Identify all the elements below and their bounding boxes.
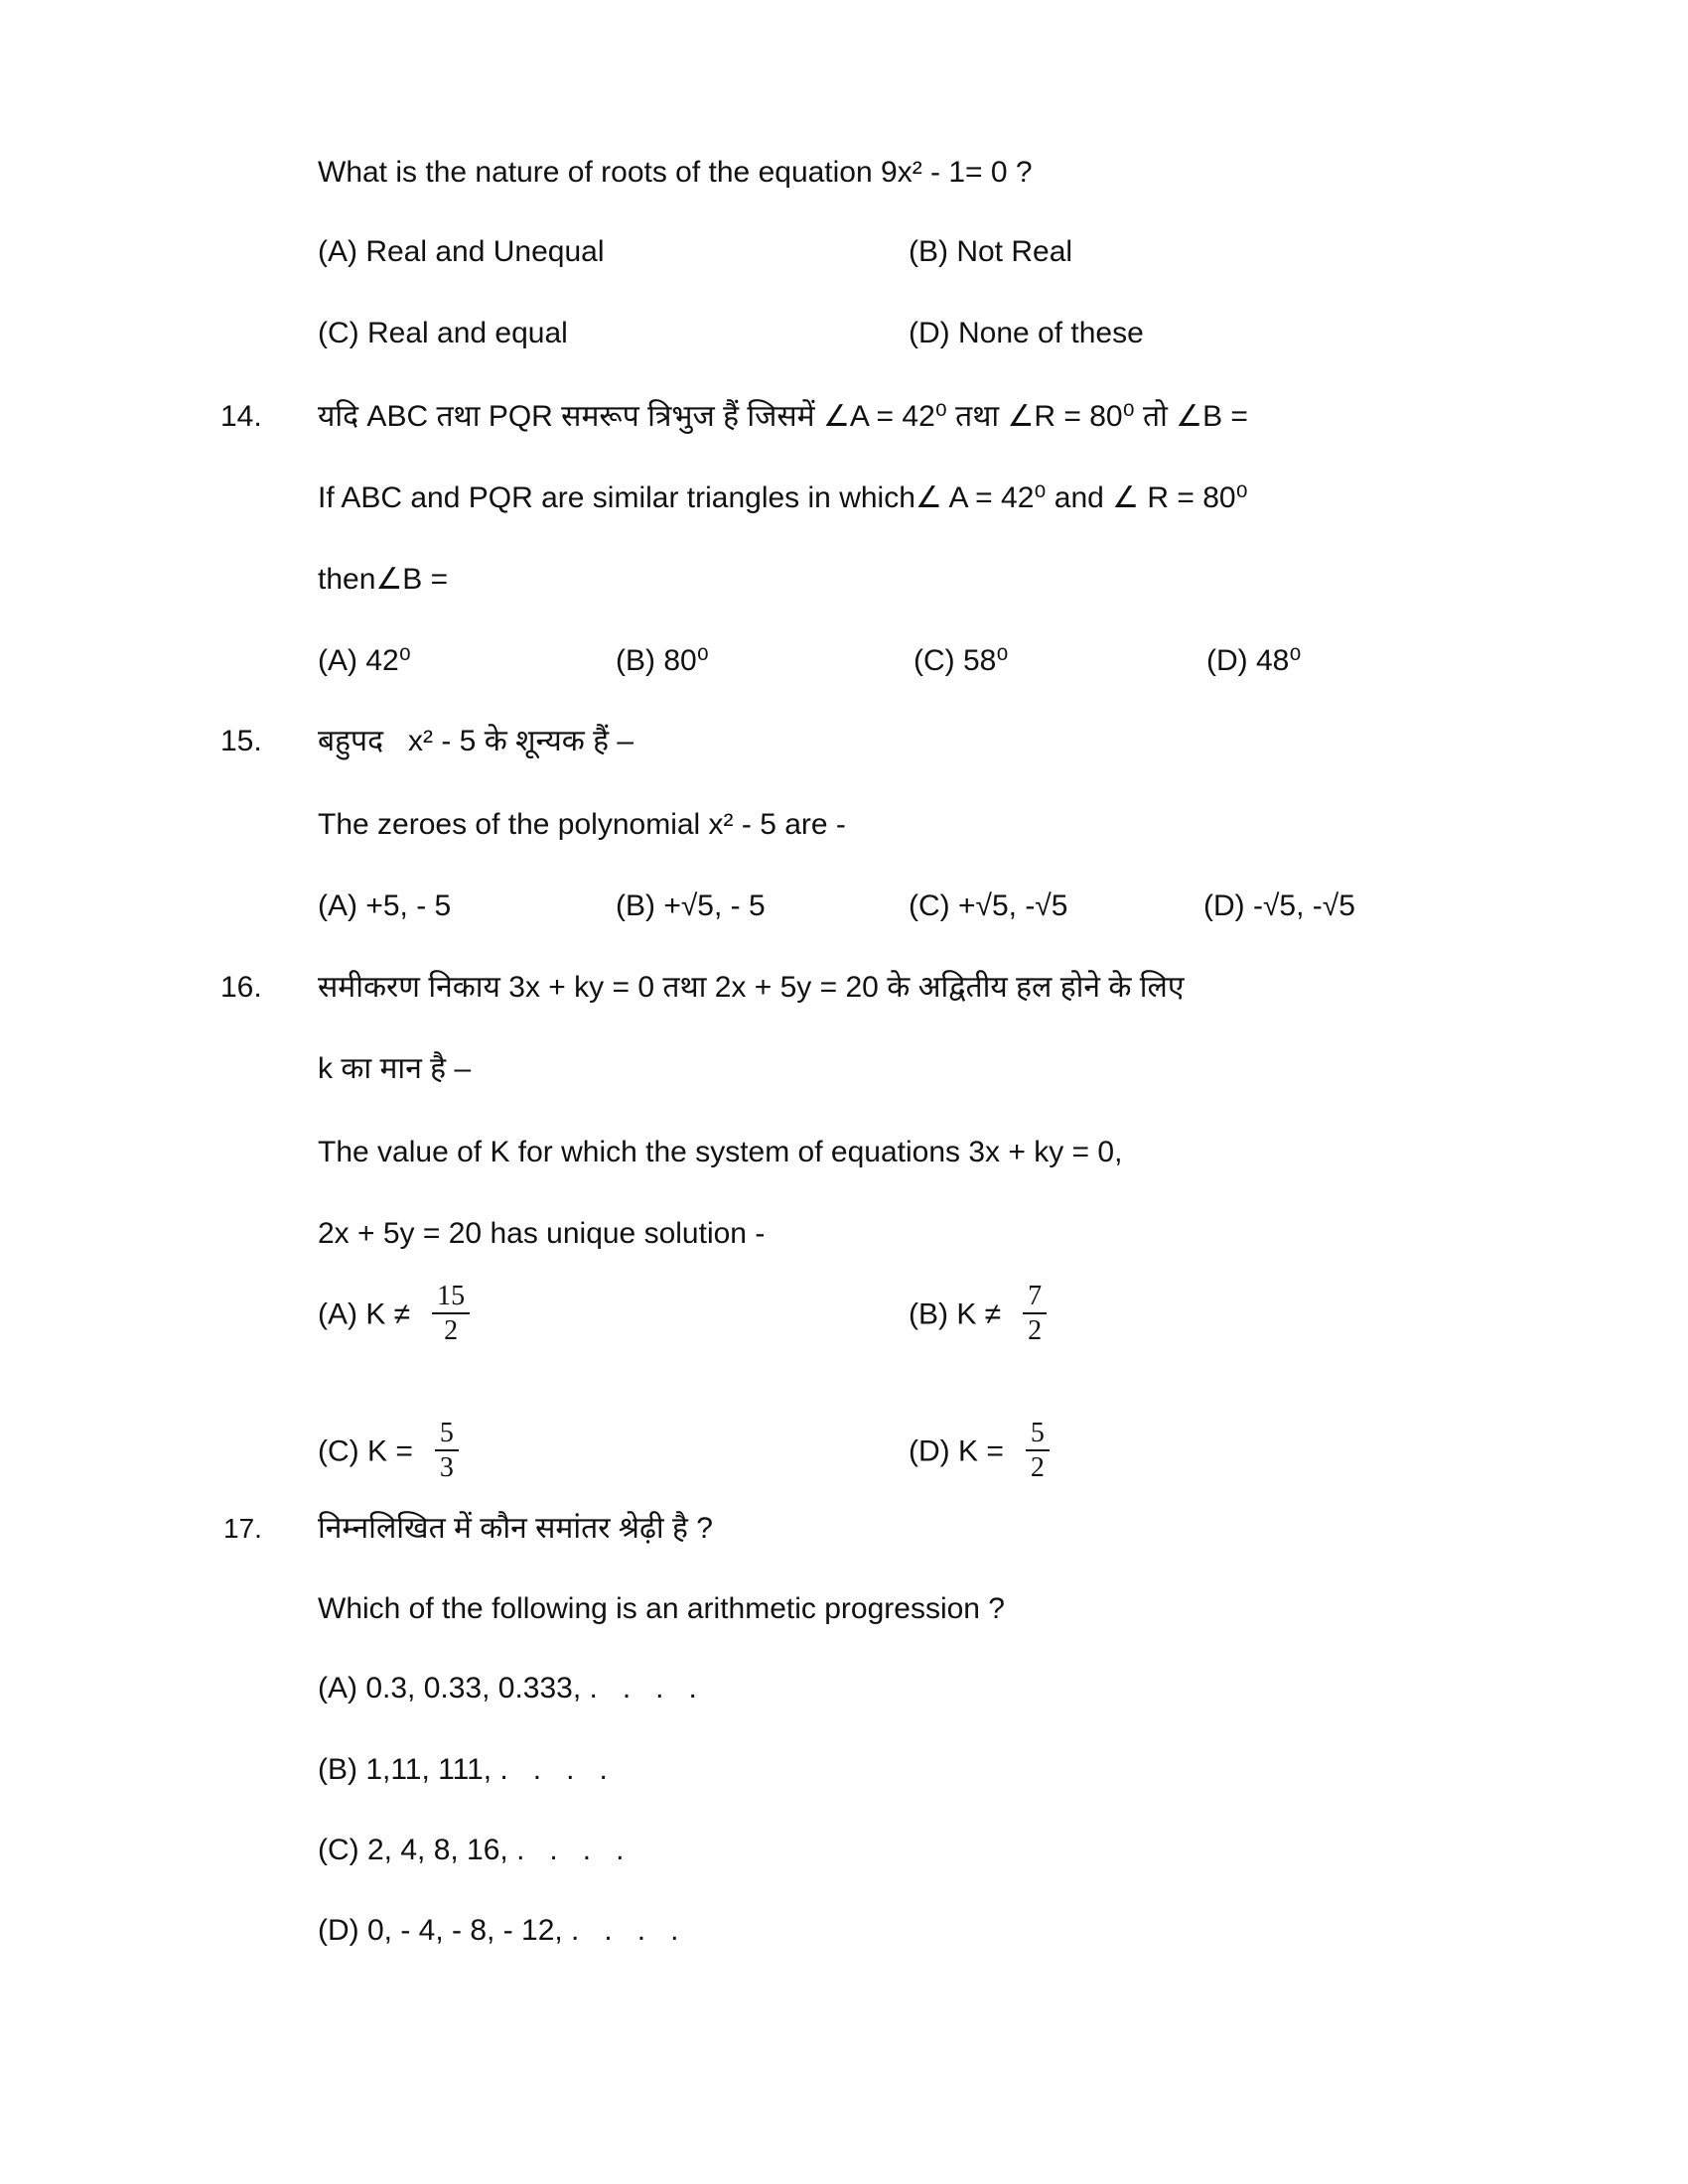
q14-text-english-1: If ABC and PQR are similar triangles in which∠ A = 42⁰ and ∠ R = 80⁰ (318, 481, 1248, 514)
q15-number: 15. (220, 725, 262, 757)
q17-option-c: (C) 2, 4, 8, 16, . . . . (318, 1834, 625, 1866)
q17-text-hindi: निम्नलिखित में कौन समांतर श्रेढ़ी है ? (318, 1512, 713, 1545)
q16-option-c-prefix: (C) K = (318, 1434, 413, 1468)
q16-option-a-prefix: (A) K ≠ (318, 1297, 411, 1331)
q15-option-c: (C) +√5, -√5 (909, 889, 1068, 922)
fraction-numerator: 15 (432, 1281, 470, 1314)
q15-option-a: (A) +5, - 5 (318, 889, 452, 922)
fraction-numerator: 7 (1023, 1281, 1047, 1314)
q15-text-english: The zeroes of the polynomial x² - 5 are - (318, 808, 846, 841)
fraction-denominator: 3 (439, 1452, 454, 1484)
q15-text-hindi: बहुपद x² - 5 के शून्यक हैं – (318, 725, 634, 757)
q14-number: 14. (220, 400, 262, 433)
q15-option-d: (D) -√5, -√5 (1203, 889, 1355, 922)
q13-question-text: What is the nature of roots of the equation 9x² - 1= 0 ? (318, 156, 1033, 189)
q16-number: 16. (220, 971, 262, 1004)
q17-option-d: (D) 0, - 4, - 8, - 12, . . . . (318, 1914, 679, 1947)
q16-option-d (909, 1420, 1050, 1486)
q14-option-b: (B) 80⁰ (616, 644, 709, 677)
q16-text-hindi-1: समीकरण निकाय 3x + ky = 0 तथा 2x + 5y = 20 के अद्वितीय हल होने के लिए (318, 971, 1185, 1004)
q16-text-english-1: The value of K for which the system of equations 3x + ky = 0, (318, 1136, 1123, 1168)
q14-option-d: (D) 48⁰ (1206, 644, 1302, 677)
fraction-numerator: 5 (1026, 1418, 1050, 1451)
q17-text-english: Which of the following is an arithmetic progression ? (318, 1592, 1005, 1625)
q14-text-hindi: यदि ABC तथा PQR समरूप त्रिभुज हैं जिसमें ∠A = 42⁰ तथा ∠R = 80⁰ तो ∠B = (318, 400, 1248, 433)
fraction-denominator: 2 (1030, 1452, 1045, 1484)
q16-text-hindi-2: k का मान है – (318, 1052, 472, 1085)
q15-option-b: (B) +√5, - 5 (616, 889, 766, 922)
fraction-denominator: 2 (1028, 1315, 1043, 1347)
q17-option-b: (B) 1,11, 111, . . . . (318, 1753, 608, 1786)
q16-option-c (318, 1420, 459, 1486)
fraction (435, 1418, 459, 1484)
q14-option-c: (C) 58⁰ (914, 644, 1009, 677)
fraction (1023, 1281, 1047, 1347)
q13-option-d: (D) None of these (909, 317, 1144, 349)
q16-option-b-prefix: (B) K ≠ (909, 1297, 1002, 1331)
q16-option-b (909, 1283, 1047, 1349)
fraction (432, 1281, 470, 1347)
q13-option-a: (A) Real and Unequal (318, 235, 605, 268)
fraction-numerator: 5 (435, 1418, 459, 1451)
q13-option-c: (C) Real and equal (318, 317, 568, 349)
q14-option-a: (A) 42⁰ (318, 644, 411, 677)
q14-text-english-2: then∠B = (318, 563, 449, 596)
fraction-denominator: 2 (444, 1315, 459, 1347)
fraction (1026, 1418, 1050, 1484)
q13-option-b: (B) Not Real (909, 235, 1073, 268)
q16-option-a (318, 1283, 470, 1349)
q17-option-a: (A) 0.3, 0.33, 0.333, . . . . (318, 1672, 697, 1705)
q16-option-d-prefix: (D) K = (909, 1434, 1004, 1468)
q17-number: 17. (223, 1513, 262, 1544)
q16-text-english-2: 2x + 5y = 20 has unique solution - (318, 1217, 766, 1250)
